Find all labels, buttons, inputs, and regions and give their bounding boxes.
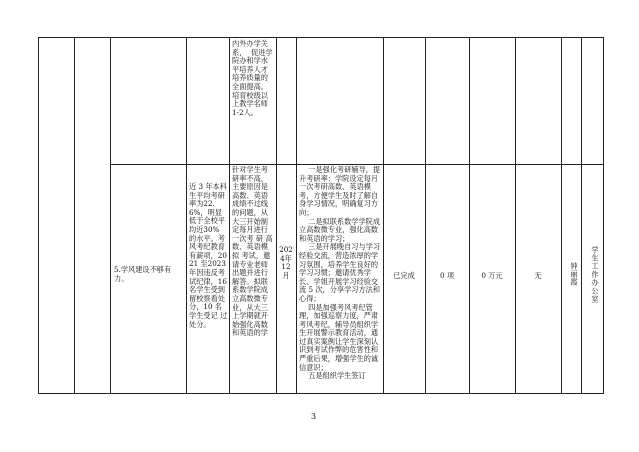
status-text: 已完成 xyxy=(393,271,415,280)
col-border xyxy=(561,37,562,394)
col-border xyxy=(469,37,470,394)
responsible-person-text: 钟丽霞 xyxy=(570,262,579,287)
problem-detail-text: 近 3 年本科生平均考研率为22.6%，明显低于全校平均近30% 的水平。考风考纪教育有薪项，2021 至2023 年因违反考试纪律，16名学生受到留校察看处分，10 名学生受记 过 处分。 xyxy=(189,182,228,329)
count-text: 0 项 xyxy=(439,271,455,280)
col-border xyxy=(515,37,516,394)
col-border xyxy=(581,37,582,394)
amount-text: 0 万元 xyxy=(481,271,503,280)
col-border xyxy=(229,37,230,394)
deadline-text: 2024年12月 xyxy=(279,245,293,280)
col-border xyxy=(38,37,39,394)
table-bottom-border xyxy=(38,393,603,394)
measures-text: 一是强化考研辅导，提升考研率：学院设定每月一次考研高数、英语模考，方便学生及时了解自身学习情况，明确复习方向； 二是拟联系数学学院成立高数微专业，强化高数和英语的学习； 三是开展晚自习与学习经验交流，营造浓厚的学习氛围，培养学生良好的学习习惯；邀请优秀学长、学姐开展学习经验交流 5 次，分享学习方法和心得； 四是加强考风考纪管理，加强巡察力度，严肃考风考纪，辅导员组织学生开展警示教育活动，通过真实案例让学生深刻认识到考试作弊的危害性和严重后果，增强学生的诚信意识； 五是组织学生签订 xyxy=(299,165,381,381)
col-border xyxy=(603,37,604,394)
col-border xyxy=(186,37,187,394)
issue-text: 5.学风建设不够有力。 xyxy=(114,265,172,283)
cause-text: 针对学生考研率不高，主要原因是高数、英语成绩不过线的问题，从大三开始制定每月进行一次考 研 高数、英语模 拟 考试，邀请专业老师出题并进行解答。拟联系数学院成立高数微专业，从大三上学期就开始强化高数和英语的学 xyxy=(232,165,273,338)
none-text: 无 xyxy=(534,271,542,280)
responsible-dept-text: 学生工作办公室 xyxy=(591,246,600,304)
col-border xyxy=(110,37,111,394)
page-number: 3 xyxy=(311,412,317,421)
row1-cause-text: 内外办学关 系， 促进学院办和学水平培养人才培养质量的全面提高。培育校级以上教学名师 1-2人。 xyxy=(232,39,273,117)
col-border xyxy=(296,37,297,394)
col-border xyxy=(276,37,277,394)
col-border xyxy=(425,37,426,394)
col-border xyxy=(74,37,75,394)
table-top-border xyxy=(38,37,603,38)
col-border xyxy=(383,37,384,394)
